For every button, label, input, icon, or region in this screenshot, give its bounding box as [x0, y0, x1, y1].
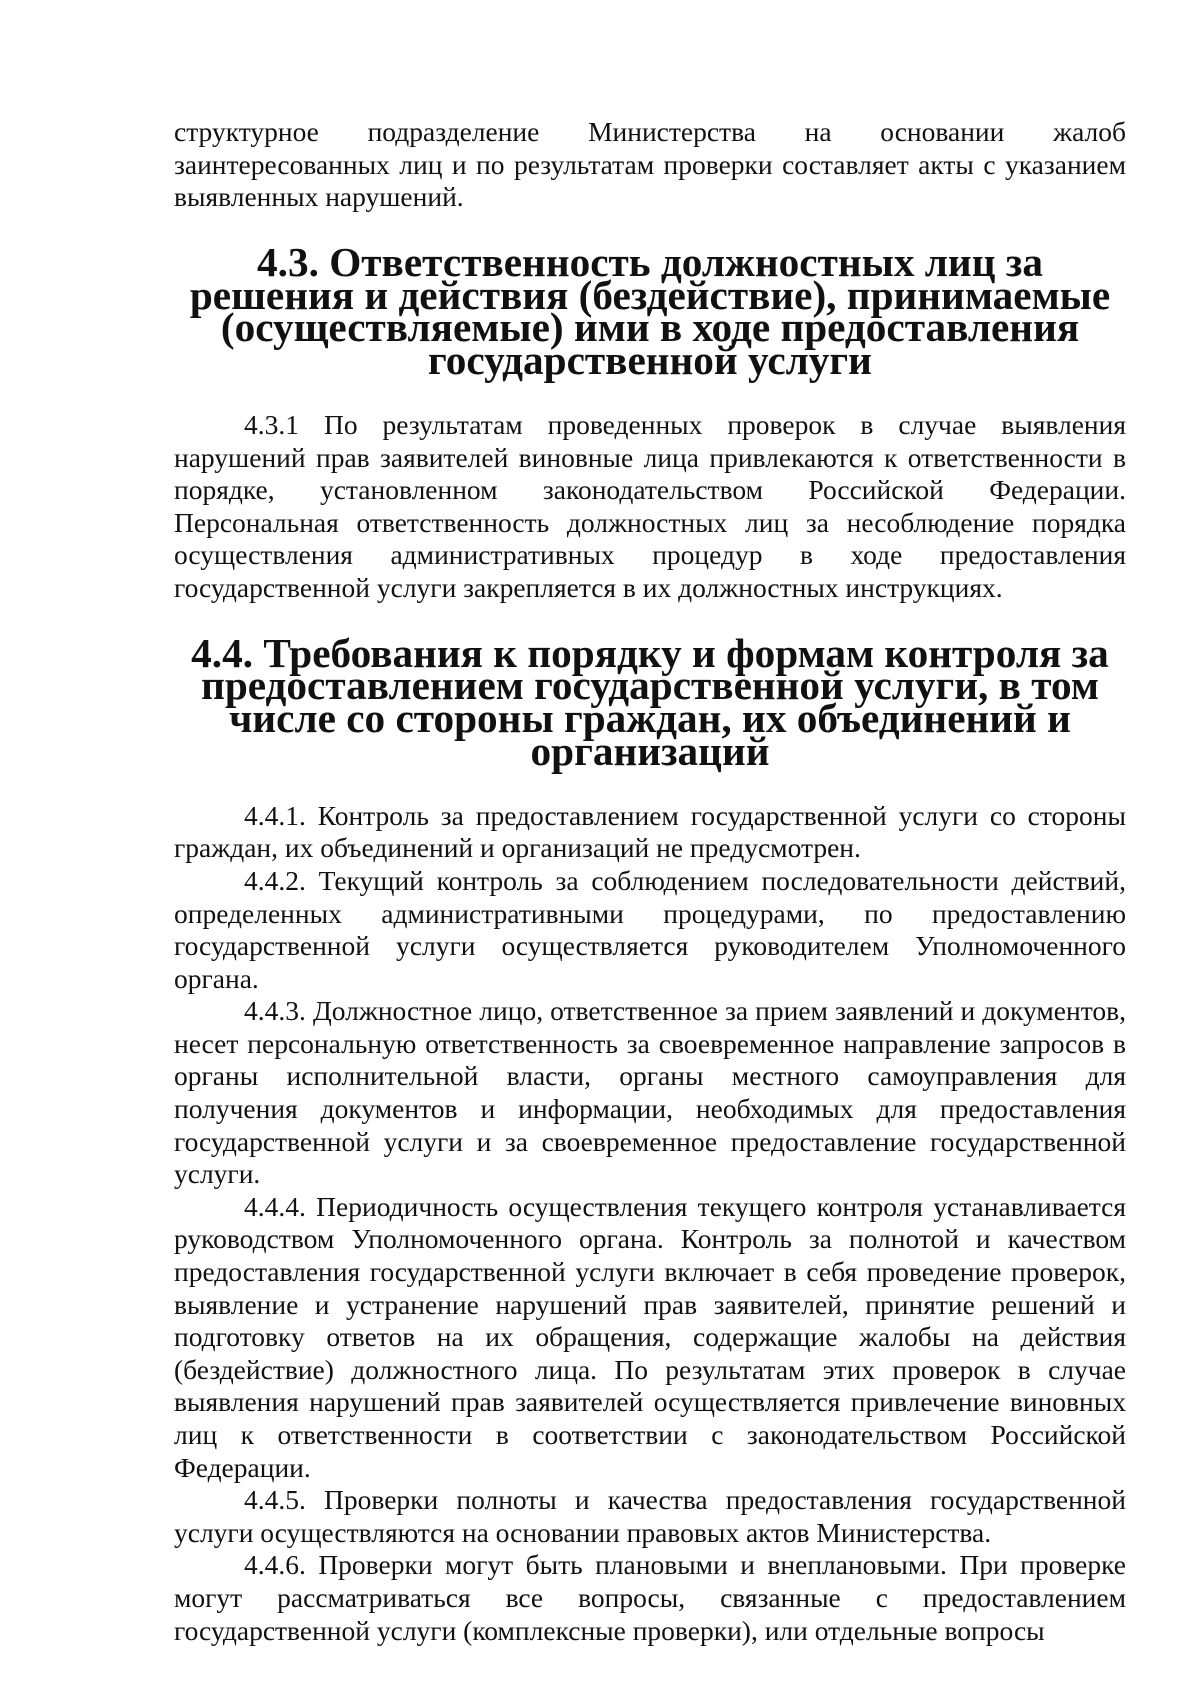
continuation-paragraph: структурное подразделение Министерства на основании жалоб заинтересованных лиц и по результатам проверки составляет акты с указанием выявленных нарушений. [174, 116, 1126, 213]
document-page [174, 116, 1126, 1647]
paragraph-4-4-4: 4.4.4. Периодичность осуществления текущего контроля устанавливается руководством Уполномоченного органа. Контроль за полнотой и качеством предоставления государственной услуги включает в себя проведение проверок, выявление и устранение нарушений прав заявителей, принятие решений и подготовку ответов на их обращения, содержащие жалобы на действия (бездействие) должностного лица. По результатам этих проверок в случае выявления нарушений прав заявителей осуществляется привлечение виновных лиц к ответственности в соответствии с законодательством Российской Федерации. [174, 1190, 1126, 1483]
paragraph-4-4-2: 4.4.2. Текущий контроль за соблюдением последовательности действий, определенных административными процедурами, по предоставлению государственной услуги осуществляется руководителем Уполномоченного органа. [174, 864, 1126, 994]
section-4-4-heading: 4.4. Требования к порядку и формам контроля за предоставлением государственной услуги, в том числе со стороны граждан, их объединений и организаций [191, 629, 1109, 774]
section-4-3-heading: 4.3. Ответственность должностных лиц за решения и действия (бездействие), принимаемые (осуществляемые) ими в ходе предоставления государственной услуги [189, 238, 1111, 384]
paragraph-4-4-5: 4.4.5. Проверки полноты и качества предоставления государственной услуги осуществляются на основании правовых актов Министерства. [174, 1484, 1126, 1548]
paragraph-4-4-3: 4.4.3. Должностное лицо, ответственное за прием заявлений и документов, несет персональную ответственность за своевременное направление запросов в органы исполнительной власти, органы местного самоуправления для получения документов и информации, необходимых для предоставления государственной услуги и за своевременное предоставление государственной услуги. [174, 995, 1126, 1190]
paragraph-4-3-1: 4.3.1 По результатам проведенных проверок в случае выявления нарушений прав заявителей виновные лица привлекаются к ответственности в порядке, установленном законодательством Российской Федерации. Персональная ответственность должностных лиц за несоблюдение порядка осуществления административных процедур в ходе предоставления государственной услуги закрепляется в их должностных инструкциях. [174, 408, 1126, 603]
paragraph-4-4-1: 4.4.1. Контроль за предоставлением государственной услуги со стороны граждан, их объединений и организаций не предусмотрен. [174, 799, 1126, 864]
paragraph-4-4-6: 4.4.6. Проверки могут быть плановыми и внеплановыми. При проверке могут рассматриваться все вопросы, связанные с предоставлением государственной услуги (комплексные проверки), или отдельные вопросы [174, 1549, 1126, 1646]
